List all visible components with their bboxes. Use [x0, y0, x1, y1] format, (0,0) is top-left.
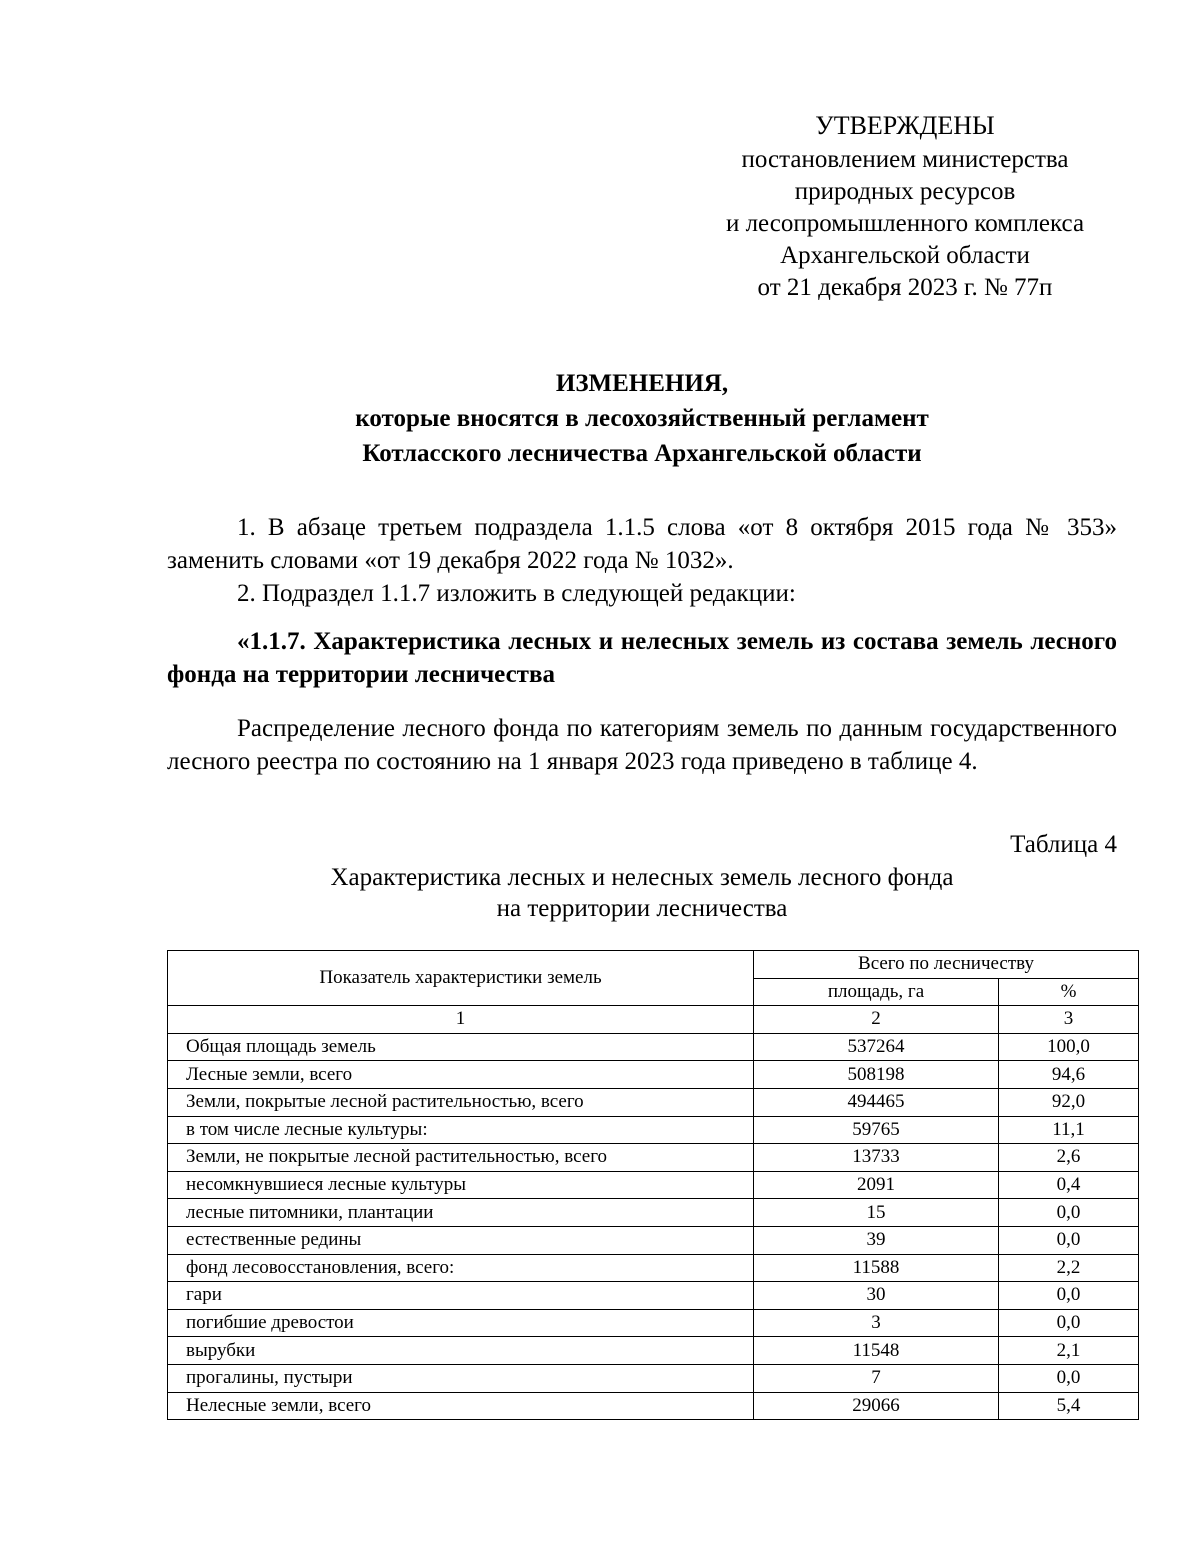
approval-line: природных ресурсов	[794, 178, 1016, 205]
row-percent: 2,6	[999, 1144, 1139, 1172]
row-name: Общая площадь земель	[168, 1033, 754, 1061]
row-name: Лесные земли, всего	[168, 1061, 754, 1089]
title-line: ИЗМЕНЕНИЯ,	[555, 370, 729, 397]
row-percent: 94,6	[999, 1061, 1139, 1089]
table-row	[168, 1309, 1139, 1337]
table-row	[168, 1088, 1139, 1116]
section-heading	[167, 625, 1117, 691]
table-row	[168, 1171, 1139, 1199]
section-heading-text: «1.1.7. Характеристика лесных и нелесных земель из состава земель лесного фонда на территории лесничества	[167, 628, 1117, 688]
approval-block	[680, 110, 1130, 304]
row-percent: 0,4	[999, 1171, 1139, 1199]
row-area: 13733	[754, 1144, 999, 1172]
row-percent: 11,1	[999, 1116, 1139, 1144]
table-row	[168, 1226, 1139, 1254]
row-name: Земли, не покрытые лесной растительностью, всего	[168, 1144, 754, 1172]
row-name: в том числе лесные культуры:	[168, 1116, 754, 1144]
header-indicator: Показатель характеристики земель	[168, 951, 754, 1006]
row-name: прогалины, пустыри	[168, 1364, 754, 1392]
row-area: 537264	[754, 1033, 999, 1061]
table-row	[168, 1116, 1139, 1144]
row-percent: 0,0	[999, 1282, 1139, 1310]
row-name: Земли, покрытые лесной растительностью, всего	[168, 1088, 754, 1116]
paragraph-1	[167, 511, 1117, 577]
table-row	[168, 1199, 1139, 1227]
row-area: 7	[754, 1364, 999, 1392]
header-percent: %	[999, 978, 1139, 1006]
row-area: 59765	[754, 1116, 999, 1144]
table-row	[168, 1337, 1139, 1365]
paragraph-text: 2. Подраздел 1.1.7 изложить в следующей редакции:	[237, 580, 796, 607]
row-percent: 92,0	[999, 1088, 1139, 1116]
row-percent: 5,4	[999, 1392, 1139, 1420]
row-percent: 0,0	[999, 1309, 1139, 1337]
document-title	[167, 366, 1117, 471]
table-title-line: Характеристика лесных и нелесных земель лесного фонда	[330, 864, 954, 891]
row-percent: 0,0	[999, 1364, 1139, 1392]
row-name: вырубки	[168, 1337, 754, 1365]
row-area: 3	[754, 1309, 999, 1337]
paragraph-text: 1. В абзаце третьем подраздела 1.1.5 слова «от 8 октября 2015 года № 353» заменить словами «от 19 декабря 2022 года № 1032».	[167, 514, 1117, 574]
row-area: 2091	[754, 1171, 999, 1199]
row-name: несомкнувшиеся лесные культуры	[168, 1171, 754, 1199]
approval-line: и лесопромышленного комплекса	[725, 210, 1085, 237]
approval-heading: УТВЕРЖДЕНЫ	[815, 111, 995, 140]
row-percent: 100,0	[999, 1033, 1139, 1061]
row-name: лесные питомники, плантации	[168, 1199, 754, 1227]
header-total: Всего по лесничеству	[754, 951, 1139, 979]
approval-line: от 21 декабря 2023 г. № 77п	[757, 274, 1053, 301]
row-area: 15	[754, 1199, 999, 1227]
column-number: 1	[168, 1006, 754, 1034]
approval-line: Архангельской области	[780, 242, 1030, 269]
paragraph-3	[167, 712, 1117, 778]
title-line: Котласского лесничества Архангельской области	[362, 440, 922, 467]
column-number: 2	[754, 1006, 999, 1034]
column-number-row	[168, 1006, 1139, 1034]
row-area: 30	[754, 1282, 999, 1310]
table-title-line: на территории лесничества	[496, 895, 788, 922]
table-header-row	[168, 951, 1139, 979]
table-row	[168, 1392, 1139, 1420]
row-percent: 2,2	[999, 1254, 1139, 1282]
row-name: естественные редины	[168, 1226, 754, 1254]
column-number: 3	[999, 1006, 1139, 1034]
table-row	[168, 1254, 1139, 1282]
row-area: 39	[754, 1226, 999, 1254]
row-percent: 0,0	[999, 1226, 1139, 1254]
paragraph-text: Распределение лесного фонда по категориям земель по данным государственного лесного реестра по состоянию на 1 января 2023 года приведено в таблице 4.	[167, 715, 1117, 775]
table-row	[168, 1033, 1139, 1061]
row-area: 11588	[754, 1254, 999, 1282]
table-label: Таблица 4	[1010, 831, 1117, 858]
row-name: Нелесные земли, всего	[168, 1392, 754, 1420]
paragraph-2	[167, 577, 1117, 610]
header-area: площадь, га	[754, 978, 999, 1006]
row-name: погибшие древостои	[168, 1309, 754, 1337]
row-percent: 2,1	[999, 1337, 1139, 1365]
table-row	[168, 1282, 1139, 1310]
row-name: фонд лесовосстановления, всего:	[168, 1254, 754, 1282]
table-row	[168, 1144, 1139, 1172]
title-line: которые вносятся в лесохозяйственный регламент	[355, 405, 929, 432]
row-name: гари	[168, 1282, 754, 1310]
row-percent: 0,0	[999, 1199, 1139, 1227]
row-area: 494465	[754, 1088, 999, 1116]
table-title	[167, 862, 1117, 924]
land-characteristics-table	[167, 950, 1139, 1420]
row-area: 11548	[754, 1337, 999, 1365]
table-row	[168, 1061, 1139, 1089]
row-area: 508198	[754, 1061, 999, 1089]
row-area: 29066	[754, 1392, 999, 1420]
approval-line: постановлением министерства	[741, 146, 1069, 173]
table-row	[168, 1364, 1139, 1392]
